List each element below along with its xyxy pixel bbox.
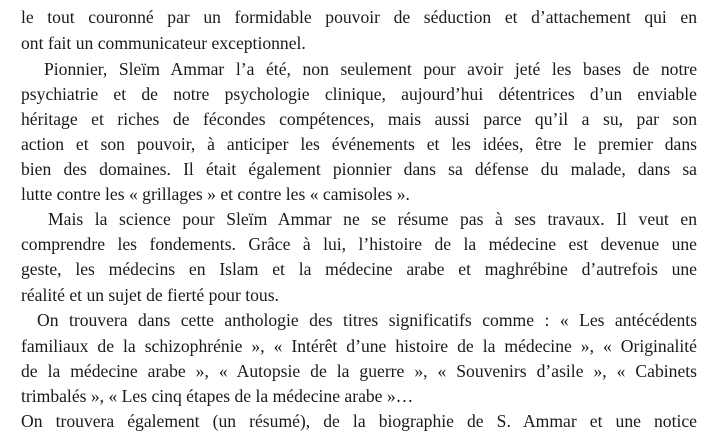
text-line: de la médecine arabe », « Autopsie de la guerre », « Souvenirs d’asile », « Cabinets (21, 361, 697, 381)
text-line: réalité et un sujet de fierté pour tous. (21, 285, 279, 305)
text-line: geste, les médecins en Islam et la médecine arabe et maghrébine d’autrefois une (21, 259, 697, 279)
text-line: On trouvera également (un résumé), de la biographie de S. Ammar et une notice (21, 411, 697, 431)
text-line: Pionnier, Sleïm Ammar l’a été, non seulement pour avoir jeté les bases de notre (44, 59, 697, 79)
text-line: action et son pouvoir, à anticiper les événements et les idées, être le premier dans (21, 134, 697, 154)
text-line: ont fait un communicateur exceptionnel. (21, 33, 306, 53)
text-line: Mais la science pour Sleïm Ammar ne se résume pas à ses travaux. Il veut en (48, 209, 697, 229)
text-line: le tout couronné par un formidable pouvoir de séduction et d’attachement qui en (21, 7, 697, 27)
text-line: psychiatrie et de notre psychologie clinique, aujourd’hui détentrices d’un enviable (21, 84, 697, 104)
text-line: bien des domaines. Il était également pionnier dans sa défense du malade, dans sa (21, 159, 697, 179)
text-line: comprendre les fondements. Grâce à lui, l’histoire de la médecine est devenue une (21, 234, 697, 254)
text-line: trimbalés », « Les cinq étapes de la médecine arabe »… (21, 386, 414, 406)
text-line: familiaux de la schizophrénie », « Intérêt d’une histoire de la médecine », « Originalité (21, 336, 697, 356)
text-line: lutte contre les « grillages » et contre les « camisoles ». (21, 184, 410, 204)
text-line: On trouvera dans cette anthologie des titres significatifs comme : « Les antécédents (37, 310, 697, 330)
text-line: héritage et riches de fécondes compétences, mais aussi parce qu’il a su, par son (21, 109, 697, 129)
